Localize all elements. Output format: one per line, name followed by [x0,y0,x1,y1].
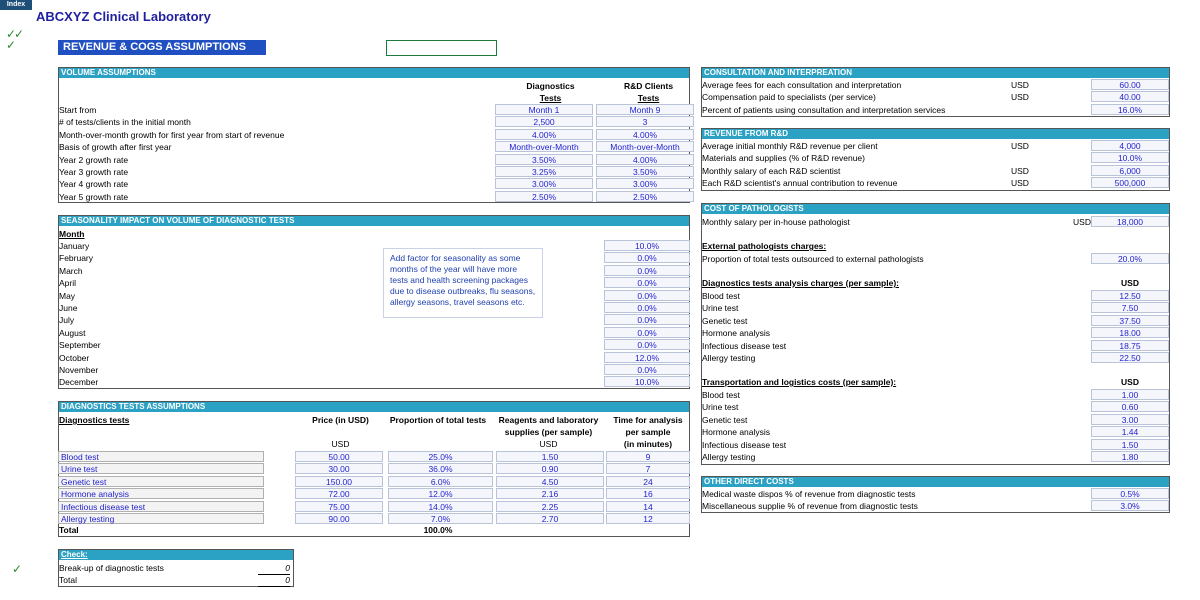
consultation-row [701,79,1170,91]
transport-cost-row [701,426,1170,438]
transport-cost-input[interactable]: 1.80 [1091,451,1169,462]
rnd-unit: USD [1011,165,1029,176]
month-name: May [59,290,76,301]
check-icon: ✓ [6,27,17,41]
season-factor-input[interactable]: 0.0% [604,327,690,338]
col-header-tests: Diagnostics tests [59,415,130,425]
proportion-input[interactable]: 14.0% [388,501,493,512]
transport-cost-label: Infectious disease test [702,439,787,450]
rnd-value-input[interactable]: 4.00% [596,154,694,165]
total-proportion: 100.0% [423,525,453,535]
unit-price: USD [331,439,350,449]
analysis-charge-row [701,315,1170,327]
pathologist-salary-label: Monthly salary per in-house pathologist [702,217,850,227]
rnd-section [701,128,1170,191]
time-input[interactable]: 7 [606,463,690,474]
col-header-diagnostics: Diagnostics [526,81,575,91]
diagnostics-value-input[interactable]: 3.50% [495,154,593,165]
season-factor-input[interactable]: 0.0% [604,277,690,288]
volume-row-label: Year 2 growth rate [59,154,129,165]
month-name: October [59,352,90,363]
volume-row [58,191,690,203]
time-input[interactable]: 24 [606,476,690,487]
reagents-input[interactable]: 4.50 [496,476,604,487]
total-label: Total [59,525,79,535]
diagnostics-value-input[interactable]: 2,500 [495,116,593,127]
transport-cost-row [701,414,1170,426]
rnd-value-input[interactable]: 4.00% [596,129,694,140]
volume-assumptions-section [58,67,690,203]
price-input[interactable]: 90.00 [295,513,383,524]
time-input[interactable]: 16 [606,488,690,499]
check-row-value: 0 [258,562,290,575]
season-row [58,265,690,277]
season-row [58,376,690,388]
col-header-diagnostics-sub: Tests [539,93,562,103]
season-row [58,240,690,252]
seasonality-section [58,215,690,389]
check-section [58,549,294,587]
consultation-input[interactable]: 60.00 [1091,79,1169,90]
month-name: April [59,278,77,289]
transport-title: Transportation and logistics costs (per sample): [702,377,897,387]
pathologist-salary-row [701,216,1170,228]
diagnostics-section [58,401,690,537]
pathologist-salary-input[interactable]: 18,000 [1091,216,1169,227]
time-input[interactable]: 9 [606,451,690,462]
col-header-time-3: (in minutes) [623,439,673,449]
rnd-value-input[interactable]: 3.50% [596,166,694,177]
analysis-charge-row [701,327,1170,339]
transport-cost-row [701,401,1170,413]
diagnostics-header: DIAGNOSTICS TESTS ASSUMPTIONS [58,401,690,412]
analysis-charge-input[interactable]: 22.50 [1091,352,1169,363]
volume-row-label: Basis of growth after first year [59,142,172,153]
transport-cost-row [701,439,1170,451]
month-name: December [59,377,99,388]
transport-cost-row [701,451,1170,463]
rnd-label: Monthly salary of each R&D scientist [702,165,841,176]
reagents-input[interactable]: 1.50 [496,451,604,462]
volume-row [58,178,690,190]
volume-row-label: Start from [59,105,97,115]
other-cost-label: Medical waste dispos % of revenue from diagnostic tests [702,489,916,499]
diagnostics-value-input[interactable]: 3.00% [495,178,593,189]
consultation-input[interactable]: 40.00 [1091,91,1169,102]
transport-cost-input[interactable]: 1.00 [1091,389,1169,400]
analysis-charge-row [701,352,1170,364]
transport-cost-label: Urine test [702,402,739,413]
proportion-input[interactable]: 12.0% [388,488,493,499]
consultation-label: Average fees for each consultation and interpretation [702,80,902,90]
month-name: September [59,340,101,351]
external-charges-title: External pathologists charges: [702,241,827,251]
section-title: REVENUE & COGS ASSUMPTIONS [58,40,266,55]
consultation-label: Compensation paid to specialists (per service) [702,92,876,103]
price-input[interactable]: 72.00 [295,488,383,499]
season-row [58,277,690,289]
proportion-input[interactable]: 36.0% [388,463,493,474]
consultation-row [701,91,1170,103]
season-row [58,302,690,314]
external-proportion-input[interactable]: 20.0% [1091,253,1169,264]
analysis-charge-input[interactable]: 7.50 [1091,302,1169,313]
season-factor-input[interactable]: 0.0% [604,252,690,263]
volume-row [58,129,690,141]
price-input[interactable]: 30.00 [295,463,383,474]
consultation-section [701,67,1170,117]
test-name: Genetic test [58,476,264,487]
rnd-label: Average initial monthly R&D revenue per client [702,141,878,151]
check-icon: ✓ [14,27,25,41]
pathologists-section [701,203,1170,465]
rnd-row [701,140,1170,152]
rnd-unit: USD [1011,141,1029,151]
rnd-label: Each R&D scientist's annual contribution to revenue [702,177,898,188]
price-input[interactable]: 150.00 [295,476,383,487]
check-row [58,574,294,586]
rnd-input[interactable]: 6,000 [1091,165,1169,176]
month-name: July [59,315,75,326]
col-header-rnd-sub: Tests [637,93,660,103]
col-header-reagents: Reagents and laboratory [498,415,599,425]
transport-cost-input[interactable]: 0.60 [1091,401,1169,412]
page-title: ABCXYZ Clinical Laboratory [36,9,211,24]
month-name: November [59,365,99,375]
volume-row [58,141,690,153]
transport-cost-input[interactable]: 1.44 [1091,426,1169,437]
season-row [58,339,690,351]
transport-cost-input[interactable]: 3.00 [1091,414,1169,425]
season-factor-input[interactable]: 0.0% [604,302,690,313]
rnd-value-input[interactable]: 3 [596,116,694,127]
analysis-charge-label: Urine test [702,303,739,314]
analysis-charges-unit: USD [1121,278,1139,288]
diagnostics-value-input[interactable]: 3.25% [495,166,593,177]
test-name: Allergy testing [58,513,264,524]
test-name: Blood test [58,451,264,462]
analysis-charge-input[interactable]: 37.50 [1091,315,1169,326]
check-icon: ✓ [6,38,17,52]
seasonality-note: Add factor for seasonality as some months of the year will have more tests and health screening packages due to disease outbreaks, flu seasons, allergy seasons, travel seasons etc. [383,248,543,318]
transport-cost-label: Genetic test [702,414,748,425]
price-input[interactable]: 75.00 [295,501,383,512]
diagnostic-row [58,488,690,500]
external-proportion-row [701,253,1170,265]
month-name: August [59,327,86,338]
time-input[interactable]: 14 [606,501,690,512]
rnd-input[interactable]: 500,000 [1091,177,1169,188]
volume-header: VOLUME ASSUMPTIONS [58,67,690,78]
diagnostic-row [58,463,690,475]
consultation-input[interactable]: 16.0% [1091,104,1169,115]
rnd-input[interactable]: 10.0% [1091,152,1169,163]
season-factor-input[interactable]: 10.0% [604,376,690,387]
consultation-label: Percent of patients using consultation and interpretation services [702,104,946,115]
proportion-input[interactable]: 25.0% [388,451,493,462]
season-factor-input[interactable]: 10.0% [604,240,690,251]
check-icon: ✓ [12,562,23,576]
proportion-input[interactable]: 6.0% [388,476,493,487]
season-factor-input[interactable]: 12.0% [604,352,690,363]
season-factor-input[interactable]: 0.0% [604,265,690,276]
rnd-header: REVENUE FROM R&D [701,128,1170,139]
pathologists-header: COST OF PATHOLOGISTS [701,203,1170,214]
season-factor-input[interactable]: 0.0% [604,314,690,325]
analysis-charge-label: Infectious disease test [702,340,787,351]
rnd-value-input[interactable]: 3.00% [596,178,694,189]
season-factor-input[interactable]: 0.0% [604,290,690,301]
volume-row-label: Year 4 growth rate [59,179,129,190]
consultation-header: CONSULTATION AND INTERPREATION [701,67,1170,78]
volume-row-label: Year 3 growth rate [59,167,129,177]
rnd-row [701,177,1170,189]
diagnostic-row [58,451,690,463]
volume-row [58,104,690,116]
season-factor-input[interactable]: 0.0% [604,364,690,375]
diagnostics-value-input[interactable]: 4.00% [495,129,593,140]
diagnostics-value-input[interactable]: Month-over-Month [495,141,593,152]
reagents-input[interactable]: 2.70 [496,513,604,524]
rnd-row [701,165,1170,177]
season-factor-input[interactable]: 0.0% [604,339,690,350]
test-name: Urine test [58,463,264,474]
analysis-charge-label: Hormone analysis [702,328,771,339]
transport-cost-row [701,389,1170,401]
season-row [58,364,690,376]
other-cost-input[interactable]: 3.0% [1091,500,1169,511]
month-name: February [59,253,94,264]
month-name: June [59,303,78,313]
rnd-unit: USD [1011,177,1029,188]
check-row-label: Break-up of diagnostic tests [59,563,164,573]
season-row [58,314,690,326]
rnd-value-input[interactable]: Month 9 [596,104,694,115]
check-row-value: 0 [258,574,290,587]
diagnostic-row [58,501,690,513]
analysis-charge-label: Allergy testing [702,353,756,363]
month-name: January [59,241,90,251]
rnd-input[interactable]: 4,000 [1091,140,1169,151]
season-row [58,252,690,264]
diagnostic-row [58,513,690,525]
test-name: Infectious disease test [58,501,264,512]
pathologist-salary-unit: USD [1073,217,1091,227]
diagnostic-row [58,476,690,488]
month-name: March [59,265,83,276]
season-row [58,327,690,339]
volume-row [58,116,690,128]
consultation-unit: USD [1011,80,1029,90]
index-button[interactable]: Index [0,0,32,10]
price-input[interactable]: 50.00 [295,451,383,462]
rnd-value-input[interactable]: Month-over-Month [596,141,694,152]
month-label: Month [59,229,85,239]
col-header-rnd: R&D Clients [623,81,674,91]
analysis-charges-title: Diagnostics tests analysis charges (per sample): [702,278,899,288]
rnd-label: Materials and supplies (% of R&D revenue) [702,153,865,164]
reagents-input[interactable]: 2.16 [496,488,604,499]
rnd-row [701,152,1170,164]
diagnostics-value-input[interactable]: Month 1 [495,104,593,115]
check-row [58,562,294,574]
consultation-unit: USD [1011,92,1029,103]
other-costs-section [701,476,1170,513]
other-costs-header: OTHER DIRECT COSTS [701,476,1170,487]
volume-row [58,166,690,178]
col-header-proportion: Proportion of total tests [389,415,487,425]
season-row [58,352,690,364]
other-cost-row [701,500,1170,512]
proportion-input[interactable]: 7.0% [388,513,493,524]
analysis-charge-label: Genetic test [702,315,748,326]
other-cost-row [701,488,1170,500]
col-header-time: Time for analysis [613,415,683,425]
seasonality-header: SEASONALITY IMPACT ON VOLUME OF DIAGNOSTIC TESTS [58,215,690,226]
consultation-row [701,104,1170,116]
analysis-charge-row [701,340,1170,352]
rnd-value-input[interactable]: 2.50% [596,191,694,202]
analysis-charge-label: Blood test [702,291,740,301]
test-name: Hormone analysis [58,488,264,499]
col-header-price: Price (in USD) [312,415,369,425]
analysis-charge-input[interactable]: 18.00 [1091,327,1169,338]
reagents-input[interactable]: 2.25 [496,501,604,512]
selected-cell[interactable] [386,40,497,56]
volume-row-label: Year 5 growth rate [59,191,129,202]
unit-reagents: USD [539,439,558,449]
col-header-reagents-2: supplies (per sample) [504,427,593,437]
transport-cost-label: Blood test [702,390,740,400]
check-header: Check: [58,549,294,560]
reagents-input[interactable]: 0.90 [496,463,604,474]
volume-row-label: # of tests/clients in the initial month [59,117,191,128]
analysis-charge-input[interactable]: 12.50 [1091,290,1169,301]
other-cost-input[interactable]: 0.5% [1091,488,1169,499]
transport-cost-label: Allergy testing [702,452,756,462]
volume-row [58,154,690,166]
col-header-time-2: per sample [625,427,671,437]
transport-cost-input[interactable]: 1.50 [1091,439,1169,450]
analysis-charge-input[interactable]: 18.75 [1091,340,1169,351]
transport-cost-label: Hormone analysis [702,427,771,438]
external-proportion-label: Proportion of total tests outsourced to external pathologists [702,254,924,264]
season-row [58,290,690,302]
analysis-charge-row [701,302,1170,314]
check-row-label: Total [59,574,77,585]
analysis-charge-row [701,290,1170,302]
time-input[interactable]: 12 [606,513,690,524]
other-cost-label: Miscellaneous supplie % of revenue from diagnostic tests [702,501,918,512]
volume-row-label: Month-over-month growth for first year from start of revenue [59,129,285,140]
diagnostics-value-input[interactable]: 2.50% [495,191,593,202]
transport-unit: USD [1121,377,1139,387]
